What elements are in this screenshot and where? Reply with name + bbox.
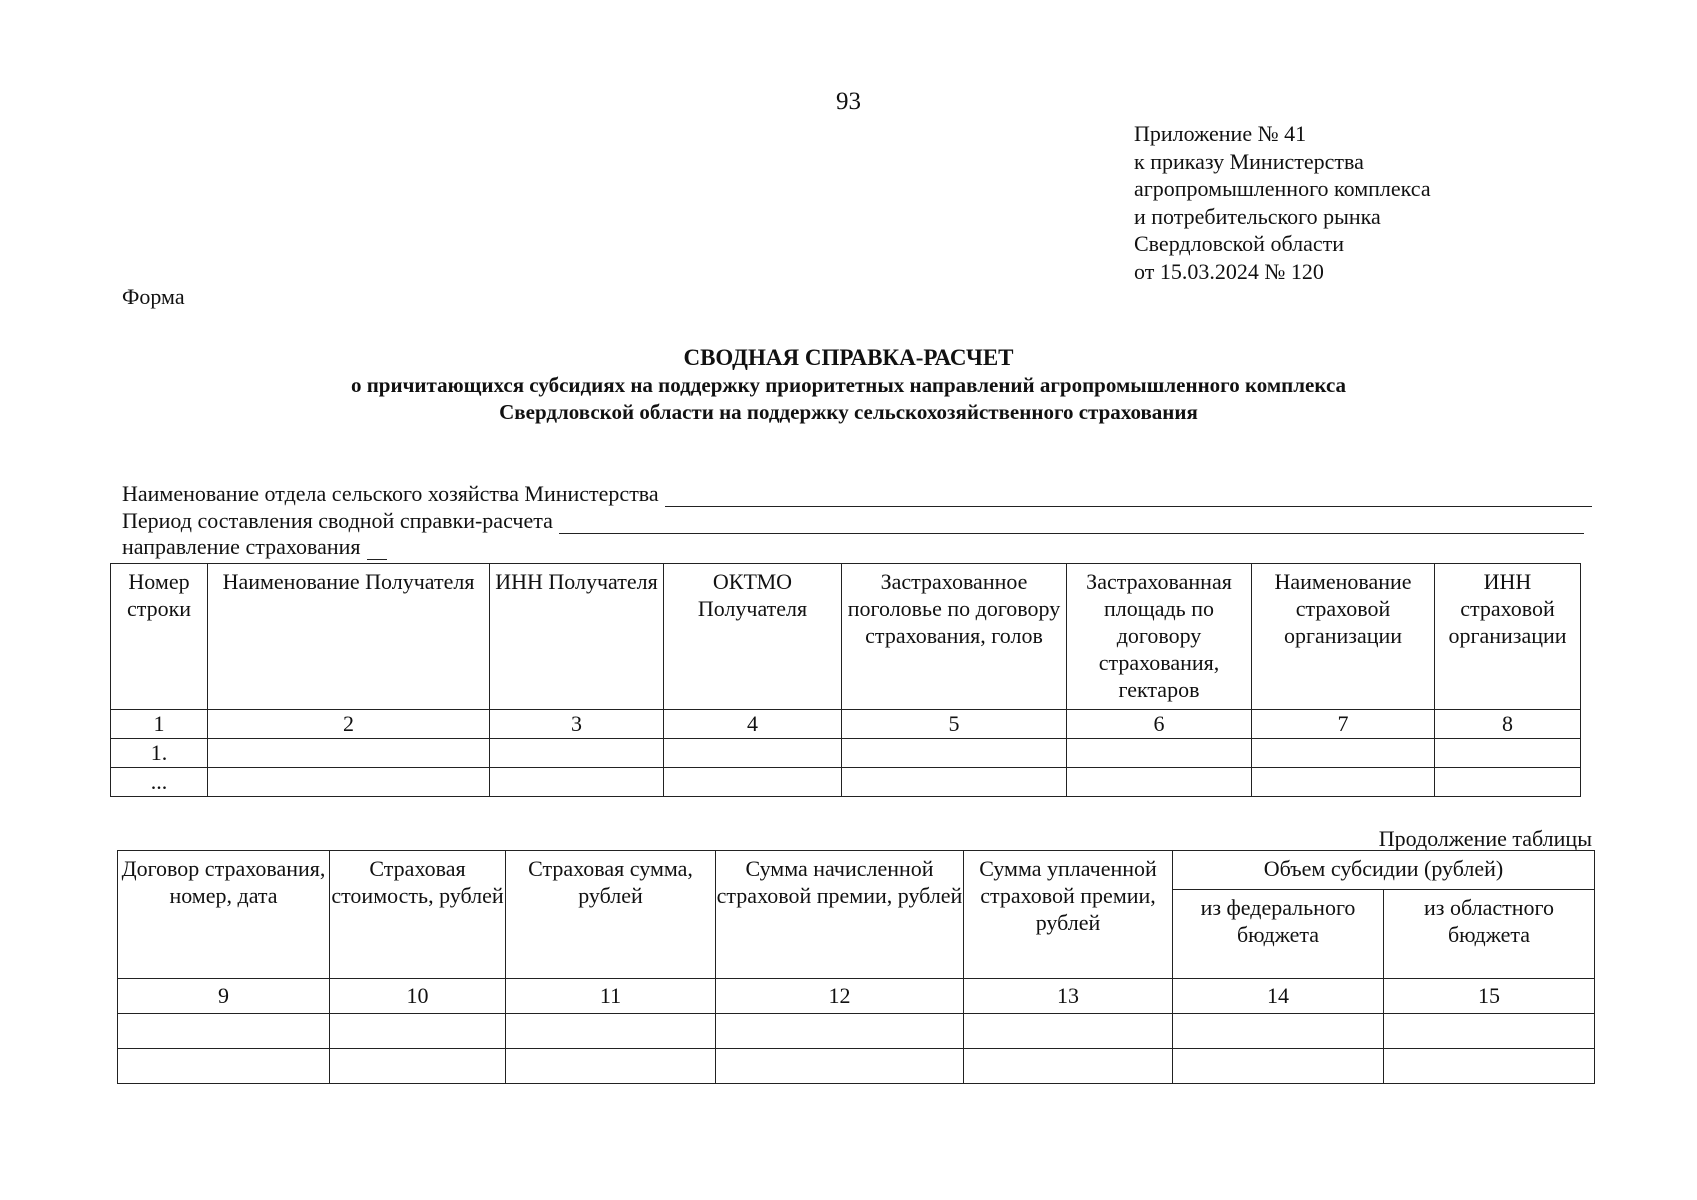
header-cell: Застрахованная площадь по договору страхования, гектаров	[1067, 564, 1252, 710]
table-row	[111, 768, 1581, 797]
header-cell: Застрахованное поголовье по договору страхования, голов	[842, 564, 1067, 710]
appendix-line: агропромышленного комплекса	[1134, 176, 1431, 201]
column-number: 7	[1252, 710, 1435, 739]
table-cell[interactable]: ...	[111, 768, 208, 797]
column-number: 13	[964, 979, 1173, 1014]
table-cell[interactable]	[964, 1049, 1173, 1084]
page-number: 93	[836, 88, 861, 115]
table-row	[118, 1014, 1595, 1049]
table-row	[111, 739, 1581, 768]
department-field	[122, 481, 1592, 507]
table-cell[interactable]	[1173, 1049, 1384, 1084]
table-cell[interactable]	[506, 1049, 716, 1084]
appendix-line: Свердловской области	[1134, 231, 1344, 256]
department-field-blank[interactable]	[665, 488, 1592, 507]
appendix-line: Приложение № 41	[1134, 121, 1307, 146]
table-cell[interactable]	[208, 768, 490, 797]
table-cell[interactable]	[1435, 739, 1581, 768]
table-cell[interactable]	[490, 739, 664, 768]
column-number-row	[118, 979, 1595, 1014]
header-cell: Сумма начисленной страховой премии, рублей	[716, 851, 964, 979]
column-number: 12	[716, 979, 964, 1014]
group-header-cell: Объем субсидии (рублей)	[1173, 851, 1595, 890]
table-row	[118, 1049, 1595, 1084]
column-number: 14	[1173, 979, 1384, 1014]
column-number: 4	[664, 710, 842, 739]
form-label: Форма	[122, 284, 185, 309]
header-cell: Сумма уплаченной страховой премии, рублей	[964, 851, 1173, 979]
table-cell[interactable]	[330, 1049, 506, 1084]
header-cell: ИНН Получателя	[490, 564, 664, 710]
column-number-row	[111, 710, 1581, 739]
column-number: 15	[1384, 979, 1595, 1014]
table-cell[interactable]	[842, 739, 1067, 768]
table-cell[interactable]	[842, 768, 1067, 797]
department-field-label: Наименование отдела сельского хозяйства Министерства	[122, 481, 659, 506]
table-cell[interactable]	[716, 1014, 964, 1049]
table-cell[interactable]	[1252, 768, 1435, 797]
appendix-line: и потребительского рынка	[1134, 203, 1381, 229]
direction-field	[122, 534, 387, 560]
header-cell: Страховая стоимость, рублей	[330, 851, 506, 979]
header-cell: Страховая сумма, рублей	[506, 851, 716, 979]
direction-field-blank[interactable]	[367, 541, 387, 560]
table-header-row	[111, 564, 1581, 710]
subsidy-table	[117, 850, 1595, 1084]
table-cell[interactable]	[964, 1014, 1173, 1049]
document-title: СВОДНАЯ СПРАВКА-РАСЧЕТ	[683, 345, 1014, 370]
table-cell[interactable]	[664, 739, 842, 768]
table-cell[interactable]	[1384, 1049, 1595, 1084]
subheader-cell: из федерального бюджета	[1173, 890, 1384, 979]
table-cell[interactable]	[716, 1049, 964, 1084]
recipients-table	[110, 563, 1581, 797]
column-number: 6	[1067, 710, 1252, 739]
table-cell[interactable]	[664, 768, 842, 797]
appendix-line: к приказу Министерства	[1134, 148, 1364, 174]
table-cell[interactable]	[1067, 739, 1252, 768]
table-cell[interactable]	[506, 1014, 716, 1049]
table-cell[interactable]	[330, 1014, 506, 1049]
table-cell[interactable]	[118, 1014, 330, 1049]
appendix-line: от 15.03.2024 № 120	[1134, 258, 1324, 284]
header-cell: ИНН страховой организации	[1435, 564, 1581, 710]
document-subtitle-line: о причитающихся субсидиях на поддержку приоритетных направлений агропромышленного комплекса	[350, 373, 1347, 397]
period-field	[122, 508, 1584, 534]
period-field-label: Период составления сводной справки-расчета	[122, 508, 553, 533]
table-cell[interactable]: 1.	[111, 739, 208, 768]
column-number: 5	[842, 710, 1067, 739]
column-number: 9	[118, 979, 330, 1014]
column-number: 1	[111, 710, 208, 739]
header-cell: ОКТМО Получателя	[664, 564, 842, 710]
table-cell[interactable]	[118, 1049, 330, 1084]
header-cell: Наименование страховой организации	[1252, 564, 1435, 710]
table-header-row	[118, 851, 1595, 890]
subheader-cell: из областного бюджета	[1384, 890, 1595, 979]
table-cell[interactable]	[1173, 1014, 1384, 1049]
column-number: 10	[330, 979, 506, 1014]
header-cell: Номер строки	[111, 564, 208, 710]
table-cell[interactable]	[490, 768, 664, 797]
table-cell[interactable]	[208, 739, 490, 768]
direction-field-label: направление страхования	[122, 534, 361, 559]
column-number: 11	[506, 979, 716, 1014]
column-number: 3	[490, 710, 664, 739]
header-cell: Наименование Получателя	[208, 564, 490, 710]
table-cell[interactable]	[1435, 768, 1581, 797]
continuation-label: Продолжение таблицы	[1378, 826, 1592, 851]
period-field-blank[interactable]	[559, 515, 1584, 534]
table-cell[interactable]	[1384, 1014, 1595, 1049]
appendix-block	[1134, 120, 1431, 285]
column-number: 8	[1435, 710, 1581, 739]
title-block	[0, 343, 1697, 426]
column-number: 2	[208, 710, 490, 739]
document-subtitle-line: Свердловской области на поддержку сельскохозяйственного страхования	[499, 400, 1198, 424]
table-cell[interactable]	[1067, 768, 1252, 797]
table-cell[interactable]	[1252, 739, 1435, 768]
header-cell: Договор страхования, номер, дата	[118, 851, 330, 979]
